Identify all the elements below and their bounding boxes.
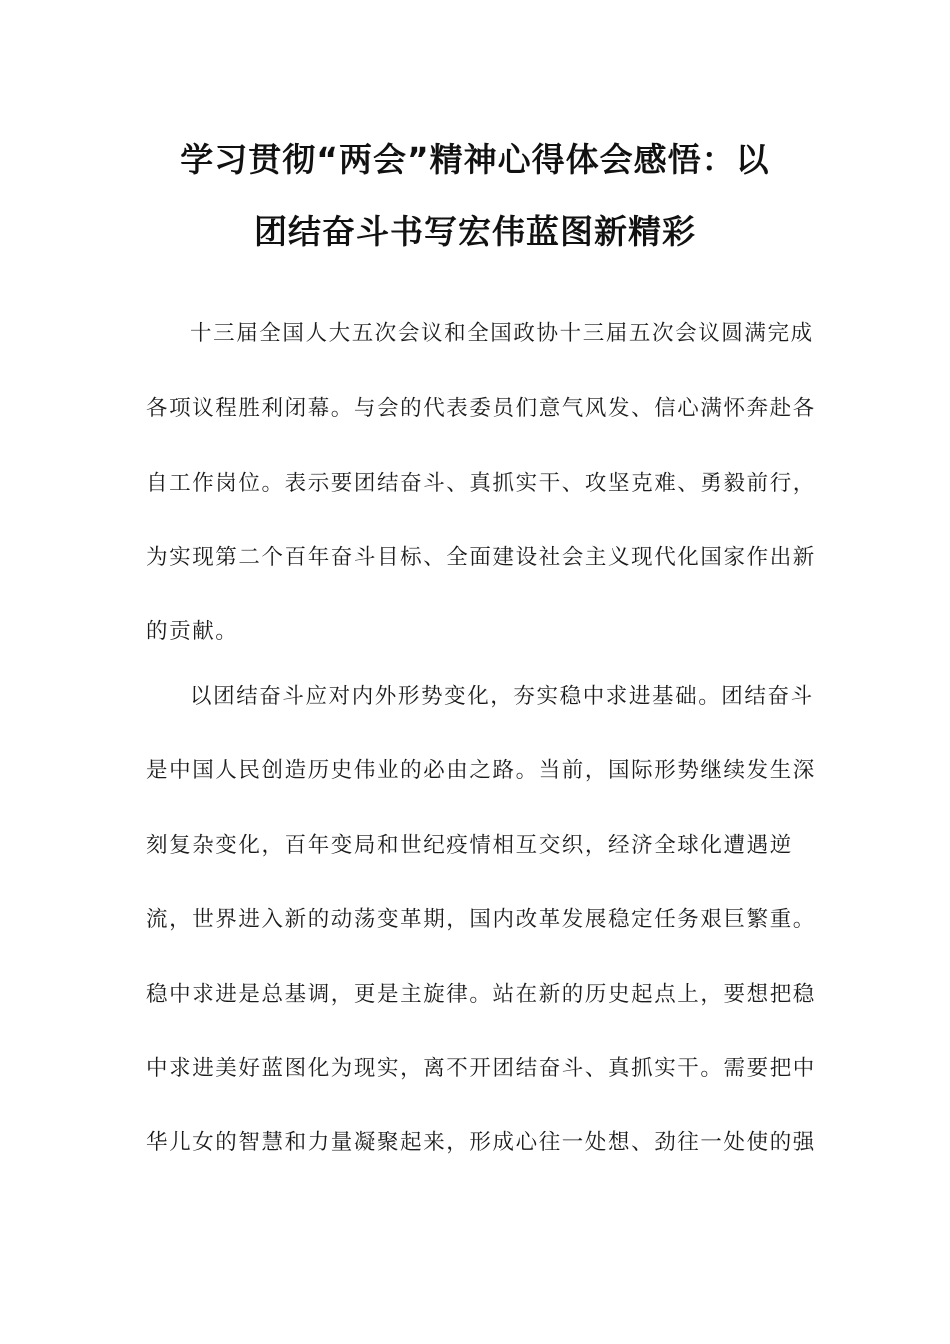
paragraph-2-line-5: 稳中求进是总基调，更是主旋律。站在新的历史起点上，要想把稳	[146, 982, 816, 1007]
paragraph-1-line-2: 各项议程胜利闭幕。与会的代表委员们意气风发、信心满怀奔赴各	[146, 396, 816, 421]
paragraph-2-line-4: 流，世界进入新的动荡变革期，国内改革发展稳定任务艰巨繁重。	[146, 907, 816, 932]
paragraph-2-line-2: 是中国人民创造历史伟业的必由之路。当前，国际形势继续发生深	[146, 758, 816, 783]
paragraph-2-line-3: 刻复杂变化，百年变局和世纪疫情相互交织，经济全球化遭遇逆	[146, 833, 793, 858]
paragraph-1-line-3: 自工作岗位。表示要团结奋斗、真抓实干、攻坚克难、勇毅前行，	[146, 471, 816, 496]
paragraph-2-line-1: 以团结奋斗应对内外形势变化，夯实稳中求进基础。团结奋斗	[190, 684, 814, 709]
document-title-line-1: 学习贯彻“两会”精神心得体会感悟：以	[180, 140, 770, 179]
paragraph-1-line-1: 十三届全国人大五次会议和全国政协十三届五次会议圆满完成	[190, 321, 814, 346]
paragraph-2-line-7: 华儿女的智慧和力量凝聚起来，形成心往一处想、劲往一处使的强	[146, 1130, 816, 1155]
paragraph-1-line-5: 的贡献。	[146, 619, 239, 644]
paragraph-2-line-6: 中求进美好蓝图化为现实，离不开团结奋斗、真抓实干。需要把中	[146, 1056, 816, 1081]
paragraph-1-line-4: 为实现第二个百年奋斗目标、全面建设社会主义现代化国家作出新	[146, 545, 816, 570]
document-title-line-2: 团结奋斗书写宏伟蓝图新精彩	[254, 212, 696, 251]
